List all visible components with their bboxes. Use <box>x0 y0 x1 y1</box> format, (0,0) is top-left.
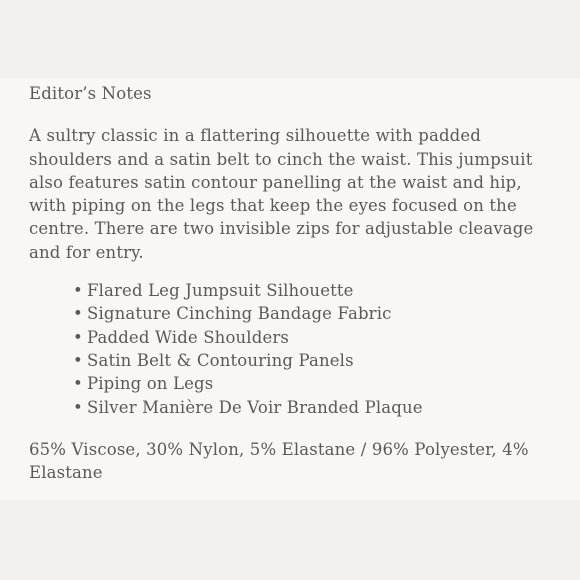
feature-item <box>73 326 539 349</box>
feature-item <box>73 279 539 302</box>
feature-item <box>73 349 539 372</box>
bullet-icon: • <box>73 350 83 370</box>
top-background-band <box>0 0 580 78</box>
feature-item <box>73 396 539 419</box>
editors-notes-content <box>29 82 539 484</box>
feature-list <box>29 279 539 419</box>
editors-notes-heading: Editor’s Notes <box>29 84 152 103</box>
feature-item-label: Flared Leg Jumpsuit Silhouette <box>87 281 354 301</box>
feature-item-label: Piping on Legs <box>87 374 214 394</box>
feature-item <box>73 372 539 395</box>
feature-item <box>73 302 539 325</box>
feature-item-label: Satin Belt & Contouring Panels <box>87 350 354 370</box>
product-description: A sultry classic in a flattering silhouette with padded shoulders and a satin belt to cinch the waist. This jumpsuit also features satin contour panelling at the waist and hip, with piping on the legs that keep the eyes focused on the centre. There are two invisible zips for adjustable cleavage and for entry. <box>29 126 534 262</box>
bottom-background-band <box>0 500 580 580</box>
bullet-icon: • <box>73 281 83 301</box>
feature-item-label: Signature Cinching Bandage Fabric <box>87 304 392 324</box>
fabric-composition: 65% Viscose, 30% Nylon, 5% Elastane / 96% Polyester, 4% Elastane <box>29 439 529 483</box>
bullet-icon: • <box>73 397 83 417</box>
bullet-icon: • <box>73 374 83 394</box>
feature-item-label: Padded Wide Shoulders <box>87 327 290 347</box>
bullet-icon: • <box>73 327 83 347</box>
bullet-icon: • <box>73 304 83 324</box>
feature-item-label: Silver Manière De Voir Branded Plaque <box>87 397 423 417</box>
